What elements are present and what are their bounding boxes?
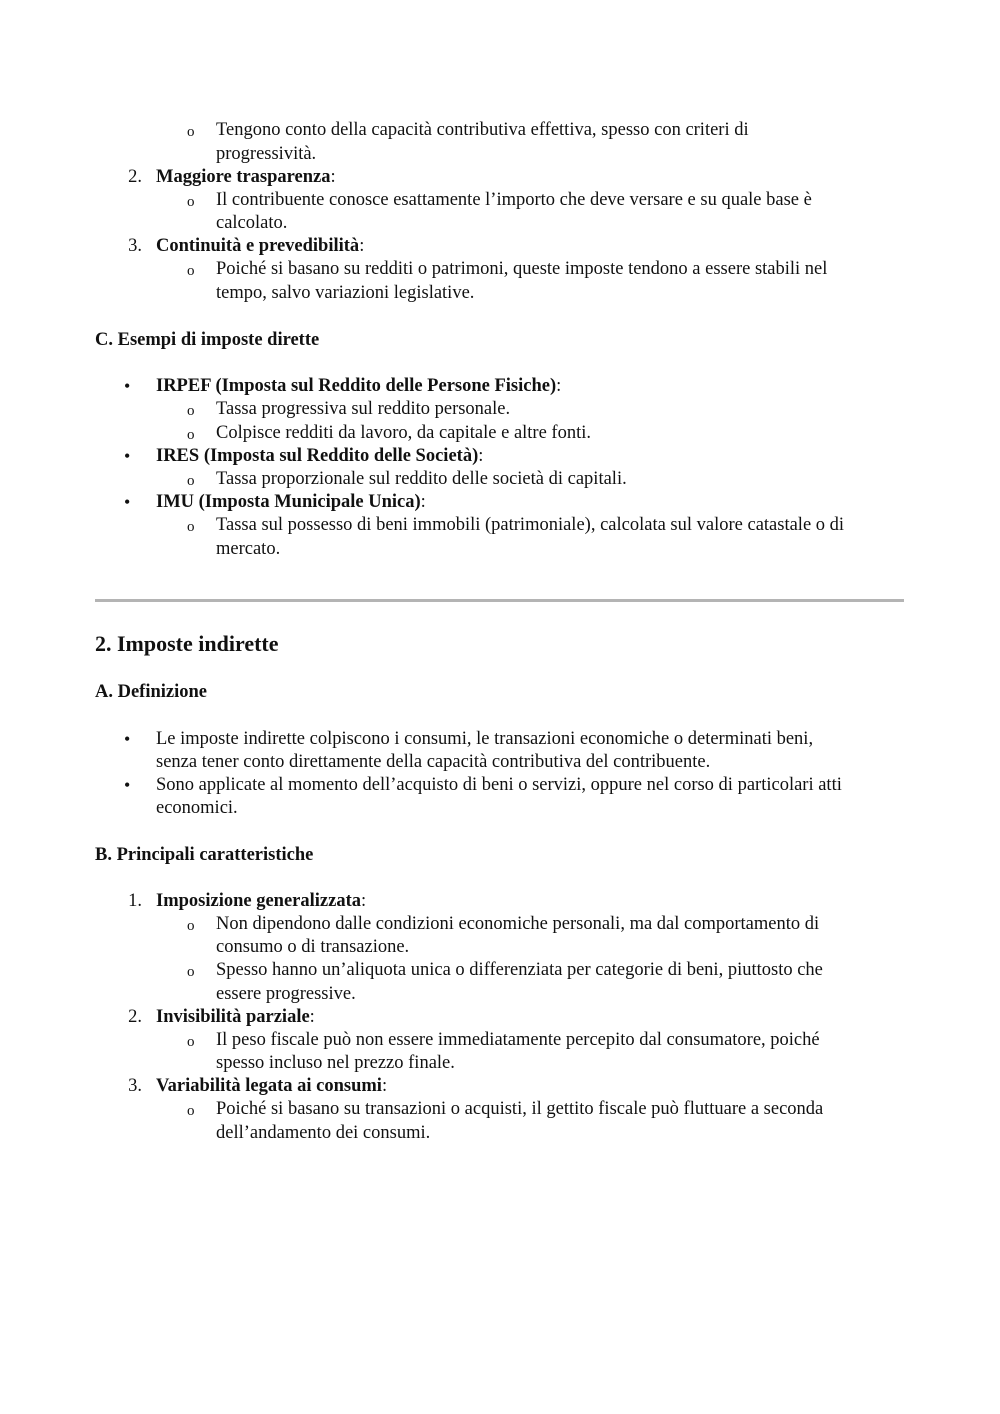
bullet-marker: •: [124, 729, 131, 749]
sub-item-line: Tassa progressiva sul reddito personale.: [216, 399, 511, 419]
sub-item-line: mercato.: [216, 539, 281, 559]
sub-item-line: Il peso fiscale può non essere immediatamente percepito dal consumatore, poiché: [216, 1030, 820, 1050]
sub-bullet-marker: o: [187, 124, 195, 140]
sub-bullet-marker: o: [187, 403, 195, 419]
sub-item-line: Tengono conto della capacità contributiva effettiva, spesso con criteri di: [216, 120, 749, 140]
bullet-marker: •: [124, 376, 131, 396]
sub-item-line: Colpisce redditi da lavoro, da capitale e altre fonti.: [216, 423, 591, 443]
sub-item-line: consumo o di transazione.: [216, 937, 410, 957]
sub-bullet-marker: o: [187, 964, 195, 980]
list-number: 2.: [128, 167, 142, 187]
sub-item-line: essere progressive.: [216, 984, 356, 1004]
list-item-term: Continuità e prevedibilità:: [156, 236, 365, 256]
sub-item-line: Poiché si basano su transazioni o acquisti, il gettito fiscale può fluttuare a seconda: [216, 1099, 824, 1119]
list-item-term: IRPEF (Imposta sul Reddito delle Persone Fisiche):: [156, 376, 562, 396]
list-item-term: Maggiore trasparenza:: [156, 167, 336, 187]
sub-item-line: Tassa sul possesso di beni immobili (patrimoniale), calcolata sul valore catastale o di: [216, 515, 845, 535]
bullet-marker: •: [124, 492, 131, 512]
list-item-line: Le imposte indirette colpiscono i consumi, le transazioni economiche o determinati beni,: [156, 729, 814, 749]
sub-item-line: spesso incluso nel prezzo finale.: [216, 1053, 455, 1073]
sub-bullet-marker: o: [187, 519, 195, 535]
sub-item-line: Poiché si basano su redditi o patrimoni, queste imposte tendono a essere stabili nel: [216, 259, 828, 279]
bullet-marker: •: [124, 775, 131, 795]
sub-bullet-marker: o: [187, 918, 195, 934]
sub-item-line: progressività.: [216, 144, 317, 164]
list-item-term: Imposizione generalizzata:: [156, 891, 367, 911]
list-item-line: economici.: [156, 798, 238, 818]
sub-bullet-marker: o: [187, 263, 195, 279]
sub-item-line: tempo, salvo variazioni legislative.: [216, 283, 475, 303]
sub-bullet-marker: o: [187, 1034, 195, 1050]
list-item-term: Variabilità legata ai consumi:: [156, 1076, 388, 1096]
list-item-term: Invisibilità parziale:: [156, 1007, 315, 1027]
list-number: 3.: [128, 1076, 142, 1096]
sub-item-line: Spesso hanno un’aliquota unica o differenziata per categorie di beni, piuttosto che: [216, 960, 823, 980]
list-item-line: Sono applicate al momento dell’acquisto di beni o servizi, oppure nel corso di particolari atti: [156, 775, 842, 795]
list-number: 3.: [128, 236, 142, 256]
subsection-title-c: C. Esempi di imposte dirette: [95, 330, 320, 350]
bullet-marker: •: [124, 446, 131, 466]
sub-item-line: Tassa proporzionale sul reddito delle società di capitali.: [216, 469, 627, 489]
list-item-line: senza tener conto direttamente della capacità contributiva del contribuente.: [156, 752, 711, 772]
sub-bullet-marker: o: [187, 194, 195, 210]
list-item-term: IMU (Imposta Municipale Unica):: [156, 492, 426, 512]
sub-item-line: Non dipendono dalle condizioni economiche personali, ma dal comportamento di: [216, 914, 820, 934]
subsection-title-a: A. Definizione: [95, 682, 208, 702]
sub-bullet-marker: o: [187, 1103, 195, 1119]
sub-bullet-marker: o: [187, 427, 195, 443]
list-number: 1.: [128, 891, 142, 911]
section-title: 2. Imposte indirette: [95, 631, 279, 656]
list-item-term: IRES (Imposta sul Reddito delle Società):: [156, 446, 484, 466]
sub-item-line: calcolato.: [216, 213, 288, 233]
sub-bullet-marker: o: [187, 473, 195, 489]
sub-item-line: Il contribuente conosce esattamente l’importo che deve versare e su quale base è: [216, 190, 812, 210]
section-divider: [95, 599, 904, 602]
list-number: 2.: [128, 1007, 142, 1027]
sub-item-line: dell’andamento dei consumi.: [216, 1123, 431, 1143]
subsection-title-b: B. Principali caratteristiche: [95, 845, 314, 865]
